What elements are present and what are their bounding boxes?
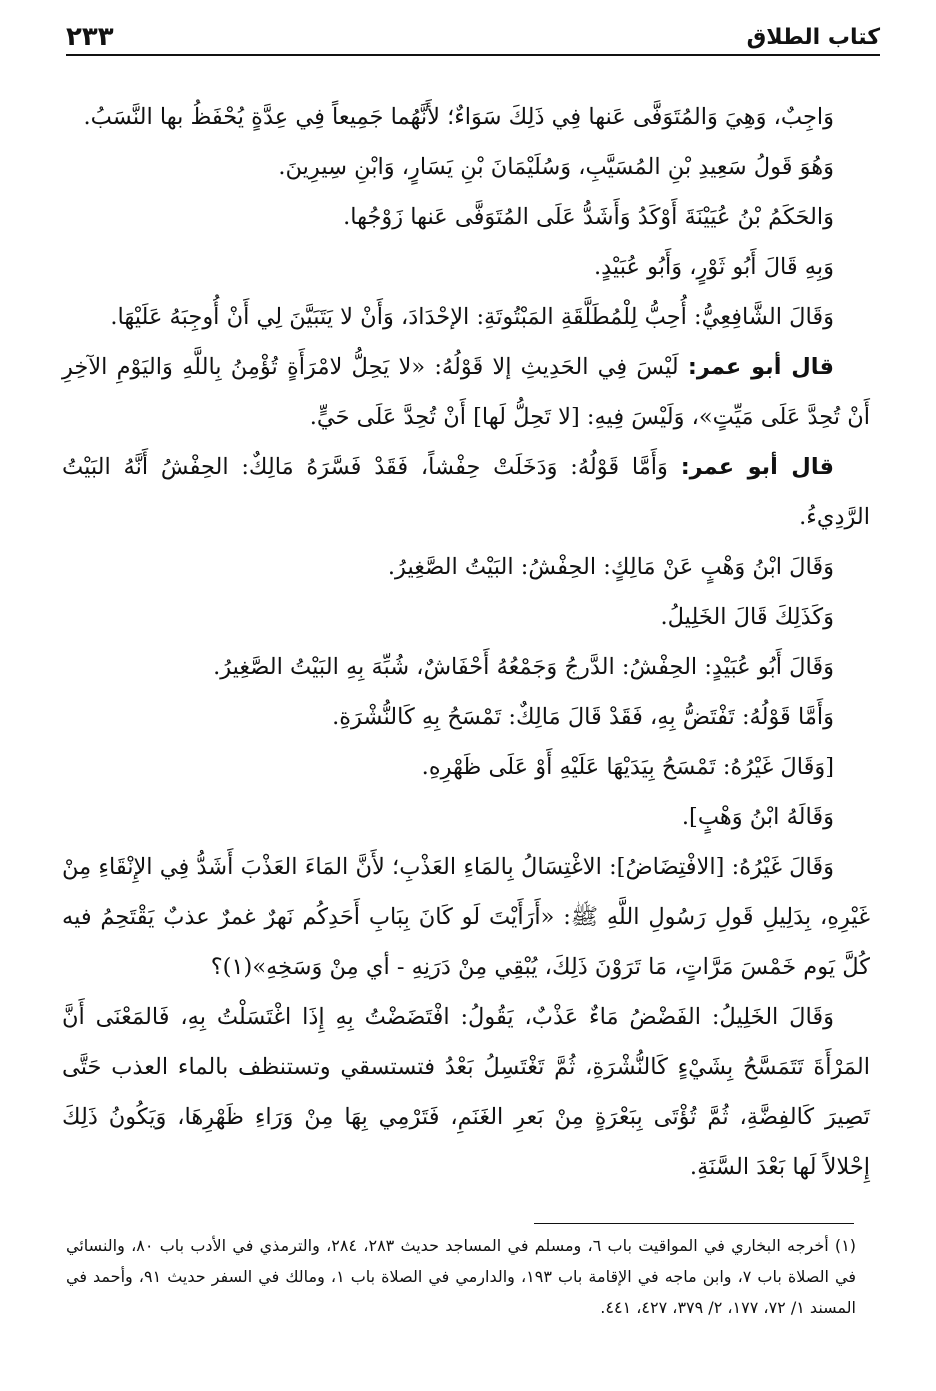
paragraph: وَبِهِ قَالَ أَبُو ثَوْرٍ، وَأَبُو عُبَيْدٍ. (593, 254, 834, 280)
main-text (62, 92, 870, 1192)
speaker-lead: قال أبو عمر: (680, 454, 834, 480)
paragraph: وَكَذَلِكَ قَالَ الخَلِيلُ. (660, 604, 834, 630)
paragraph: وَهُوَ قَولُ سَعِيدِ بْنِ المُسَيَّبِ، وَسُلَيْمَانَ بْنِ يَسَارٍ، وَابْنِ سِيرِينَ. (278, 154, 834, 180)
footnote: (١) أخرجه البخاري في المواقيت باب ٦، ومسلم في المساجد حديث ٢٨٣، ٢٨٤، والترمذي في الأدب باب ٨٠، والنسائي في الصلاة باب ٧، وابن ماجه في الإقامة باب ١٩٣، والدارمي في الصلاة باب ١، ومالك في السفر حديث ٩١، وأحمد في المسند ١/ ٧٢، ١٧٧، ٢/ ٣٧٩، ٤٢٧، ٤٤١. (66, 1236, 857, 1317)
paragraph: وَاجِبٌ، وَهِيَ وَالمُتَوَفَّى عَنها فِي ذَلِكَ سَوَاءٌ؛ لأَنَّهُما جَمِيعاً فِي عِدَّةٍ يُحْفَظُ بها النَّسَبُ. (83, 104, 834, 130)
paragraph: وَقَالَهُ ابْنُ وَهْبٍ]. (681, 804, 834, 830)
paragraph: وَقَالَ الخَلِيلُ: الفَضْضُ مَاءٌ عَذْبٌ، يَقُولُ: افْتَضَضْتُ بِهِ إِذَا اغْتَسَلْتُ بِهِ، فَالمَعْنَى أَنَّ المَرْأَةَ تَتَمَسَّحُ بِشَيْءٍ كَالنُّشْرَةِ، ثُمَّ تَغْتَسِلُ بَعْدُ فتستسقي وتستنظف بالماء العذب حَتَّى تَصِيرَ كَالفِضَّةِ، ثُمَّ تُؤْتَى بِبَعْرَةٍ مِنْ بَعرِ الغَنَمِ، فَتَرْمِي بِهَا مِنْ وَرَاءِ ظَهْرِهَا، وَيَكُونُ ذَلِكَ إِحْلالاً لَها بَعْدَ السَّنَةِ. (62, 1004, 870, 1180)
paragraph: وَقَالَ أَبُو عُبَيْدٍ: الحِفْشُ: الدَّرجُ وَجَمْعُهُ أَحْفَاشٌ، شُبِّهَ بِهِ البَيْتُ الصَّغِيرُ. (213, 654, 834, 680)
paragraph: [وَقَالَ غَيْرُهُ: تَمْسَحُ بِيَدَيْهَا عَلَيْهِ أَوْ عَلَى ظَهْرِهِ. (421, 754, 834, 780)
footnotes (66, 1230, 856, 1323)
running-header (66, 14, 880, 56)
speaker-lead: قال أبو عمر: (687, 354, 834, 380)
paragraph: وَقَالَ غَيْرُهُ: [الافْتِضَاضُ]: الاغْتِسَالُ بِالمَاءِ العَذْبِ؛ لأَنَّ المَاءَ العَذْبَ أَشَدُّ فِي الإِنْقَاءِ مِنْ غَيْرِهِ، بِدَلِيلِ قَولِ رَسُولِ اللَّهِ ﷺ: «أَرَأَيْتَ لَو كَانَ بِبَابِ أَحَدِكُم نَهرٌ غمرٌ عذبٌ يَقْتَحِمُ فيه كُلَّ يَوم خَمْسَ مَرَّاتٍ، مَا تَرَوْنَ ذَلِكَ، يُبْقِي مِنْ دَرَنِهِ - أي مِنْ وَسَخِهِ»(١)؟ (62, 854, 870, 980)
page-number: ٢٣٣ (66, 22, 114, 52)
paragraph: قال أبو عمر: وَأَمَّا قَوْلُهُ: وَدَخَلَتْ حِفْشاً، فَقَدْ فَسَّرَهُ مَالِكٌ: الحِفْشُ أَنَّهُ البَيْتُ الرَّدِيءُ. (62, 454, 870, 530)
paragraph: وَأَمَّا قَوْلُهُ: تَفْتَضُّ بِهِ، فَقَدْ قَالَ مَالِكٌ: تَمْسَحُ بِهِ كَالنُّشْرَةِ. (332, 704, 834, 730)
paragraph: وَالحَكَمُ بْنُ عُيَيْنَةَ أَوْكَدُ وَأَشَدُّ عَلَى المُتَوَفَّى عَنها زَوْجُها. (343, 204, 834, 230)
paragraph: وَقَالَ ابْنُ وَهْبٍ عَنْ مَالِكٍ: الحِفْشُ: البَيْتُ الصَّغِيرُ. (387, 554, 834, 580)
paragraph: قال أبو عمر: لَيْسَ فِي الحَدِيثِ إلا قَوْلُهُ: «لا يَحِلُّ لامْرَأَةٍ تُؤْمِنُ بِاللَّهِ وَاليَوْمِ الآخِرِ أَنْ تُحِدَّ عَلَى مَيِّتٍ»، وَلَيْسَ فِيهِ: [لا تَحِلُّ لَها] أَنْ تُحِدَّ عَلَى حَيٍّ. (62, 354, 870, 430)
paragraph: وَقَالَ الشَّافِعِيُّ: أُحِبُّ لِلْمُطَلَّقَةِ المَبْتُوتَةِ: الإحْدَادَ، وَأَنْ لا يَتَبَيَّنَ لِي أَنْ أُوجِبَهُ عَلَيْهَا. (110, 304, 834, 330)
footnote-divider (534, 1223, 854, 1224)
book-title: كتاب الطلاق (746, 25, 880, 50)
